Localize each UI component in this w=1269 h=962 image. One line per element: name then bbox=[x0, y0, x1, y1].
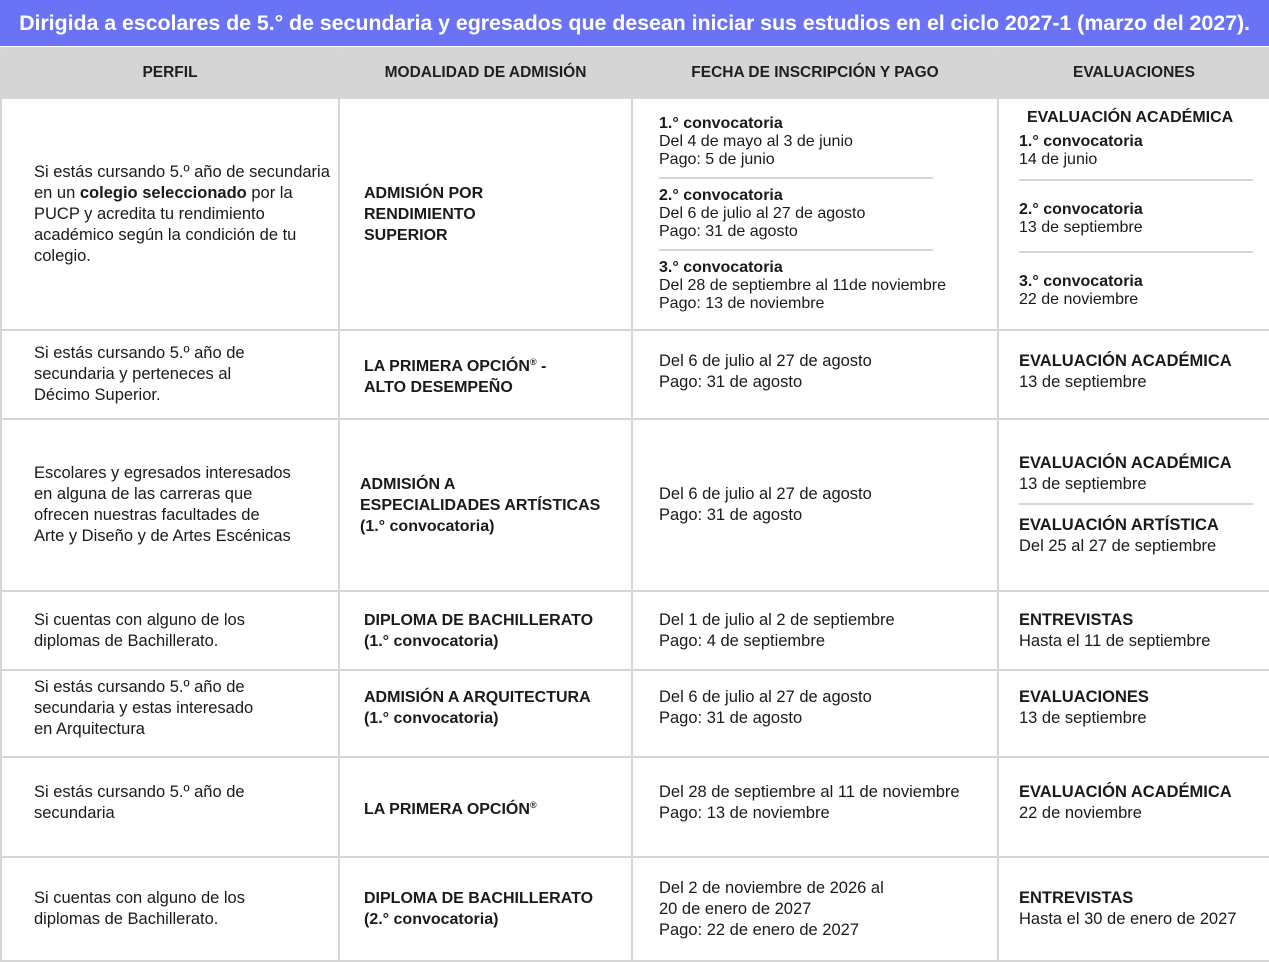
fecha-line: Del 6 de julio al 27 de agosto bbox=[659, 352, 872, 370]
fecha-line: Pago: 22 de enero de 2027 bbox=[659, 920, 860, 939]
perfil-line: Escolares y egresados interesados bbox=[34, 464, 291, 482]
table-row bbox=[1, 670, 1269, 757]
eval-date: 22 de noviembre bbox=[1019, 291, 1139, 308]
eval-block bbox=[1019, 201, 1261, 237]
perfil-cell bbox=[1, 757, 339, 857]
eval-title: ENTREVISTAS bbox=[1019, 610, 1134, 629]
perfil-line: Décimo Superior. bbox=[34, 386, 161, 404]
eval-block bbox=[1019, 515, 1261, 557]
modalidad-line: (1.° convocatoria) bbox=[360, 517, 495, 535]
perfil-cell bbox=[1, 419, 339, 591]
table-row bbox=[1, 419, 1269, 591]
convocatoria-title: 2.° convocatoria bbox=[659, 187, 783, 204]
modalidad-line: DIPLOMA DE BACHILLERATO bbox=[364, 611, 594, 629]
modalidad-cell bbox=[339, 857, 632, 961]
convocatoria-block bbox=[659, 259, 989, 313]
eval-block bbox=[1019, 273, 1261, 309]
fecha-line: Pago: 31 de agosto bbox=[659, 506, 803, 524]
modalidad-line: (1.° convocatoria) bbox=[364, 710, 499, 727]
perfil-line: en alguna de las carreras que bbox=[34, 485, 253, 503]
perfil-cell bbox=[1, 670, 339, 757]
fecha-cell bbox=[632, 591, 998, 670]
eval-date: 13 de septiembre bbox=[1019, 219, 1143, 236]
convocatoria-title: 1.° convocatoria bbox=[659, 115, 783, 132]
perfil-line: secundaria y estas interesado bbox=[34, 699, 254, 717]
modalidad-line: (2.° convocatoria) bbox=[364, 911, 499, 928]
fecha-line: Pago: 13 de noviembre bbox=[659, 804, 830, 822]
eval-date: Hasta el 30 de enero de 2027 bbox=[1019, 910, 1237, 928]
evaluaciones-cell bbox=[998, 330, 1269, 419]
fecha-line: Del 1 de julio al 2 de septiembre bbox=[659, 610, 895, 629]
modalidad-line bbox=[364, 352, 625, 377]
modalidad-text: - bbox=[536, 357, 547, 375]
eval-convocatoria-title: 1.° convocatoria bbox=[1019, 133, 1143, 150]
perfil-cell bbox=[1, 591, 339, 670]
perfil-line: diplomas de Bachillerato. bbox=[34, 631, 219, 650]
eval-block bbox=[1019, 453, 1261, 495]
table-row bbox=[1, 857, 1269, 961]
eval-date: 14 de junio bbox=[1019, 151, 1098, 168]
page-banner: Dirigida a escolares de 5.° de secundaria y egresados que desean iniciar sus estudios en el ciclo 2027-1 (marzo del 2027). bbox=[0, 0, 1269, 46]
modalidad-cell bbox=[339, 757, 632, 857]
modalidad-line: DIPLOMA DE BACHILLERATO bbox=[364, 890, 594, 907]
perfil-line: Si cuentas con alguno de los bbox=[34, 610, 245, 629]
table-row bbox=[1, 330, 1269, 419]
convocatoria-title: 3.° convocatoria bbox=[659, 259, 783, 276]
fecha-cell bbox=[632, 670, 998, 757]
modalidad-line: ADMISIÓN A ARQUITECTURA bbox=[364, 689, 591, 706]
evaluaciones-cell bbox=[998, 857, 1269, 961]
eval-title: EVALUACIÓN ACADÉMICA bbox=[1019, 352, 1232, 370]
divider bbox=[659, 177, 933, 179]
fecha-cell bbox=[632, 330, 998, 419]
registered-mark: ® bbox=[529, 356, 537, 367]
modalidad-line: RENDIMIENTO bbox=[364, 205, 476, 223]
convocatoria-payment: Pago: 5 de junio bbox=[659, 151, 775, 168]
fecha-cell bbox=[632, 98, 998, 330]
fecha-line: Del 28 de septiembre al 11 de noviembre bbox=[659, 783, 960, 801]
modalidad-text: LA PRIMERA OPCIÓN bbox=[364, 357, 530, 375]
header-modalidad: MODALIDAD DE ADMISIÓN bbox=[339, 48, 632, 98]
table-row bbox=[1, 591, 1269, 670]
perfil-cell bbox=[1, 98, 339, 330]
fecha-line: Del 2 de noviembre de 2026 al bbox=[659, 878, 884, 897]
convocatoria-block bbox=[659, 115, 989, 169]
divider bbox=[1019, 251, 1253, 253]
convocatoria-block bbox=[659, 187, 989, 241]
eval-title: EVALUACIÓN ARTÍSTICA bbox=[1019, 516, 1219, 534]
table-header-row bbox=[1, 48, 1269, 98]
modalidad-line: SUPERIOR bbox=[364, 226, 448, 244]
table-row bbox=[1, 98, 1269, 330]
eval-date: Hasta el 11 de septiembre bbox=[1019, 631, 1211, 650]
header-perfil: PERFIL bbox=[1, 48, 339, 98]
divider bbox=[659, 249, 933, 251]
modalidad-line: ADMISIÓN A bbox=[360, 475, 456, 493]
header-fecha: FECHA DE INSCRIPCIÓN Y PAGO bbox=[632, 48, 998, 98]
perfil-text: Si estás cursando 5.º año de secundaria en un bbox=[34, 162, 330, 202]
fecha-cell bbox=[632, 857, 998, 961]
header-evaluaciones: EVALUACIONES bbox=[998, 48, 1269, 98]
admission-table bbox=[0, 47, 1269, 962]
eval-title: EVALUACIONES bbox=[1019, 688, 1149, 706]
fecha-cell bbox=[632, 757, 998, 857]
convocatoria-dates: Del 6 de julio al 27 de agosto bbox=[659, 205, 866, 222]
convocatoria-payment: Pago: 13 de noviembre bbox=[659, 295, 825, 312]
modalidad-line: ALTO DESEMPEÑO bbox=[364, 378, 513, 396]
divider bbox=[1019, 503, 1253, 505]
eval-date: 22 de noviembre bbox=[1019, 804, 1142, 822]
perfil-cell bbox=[1, 330, 339, 419]
evaluaciones-cell bbox=[998, 670, 1269, 757]
evaluaciones-cell bbox=[998, 98, 1269, 330]
convocatoria-dates: Del 4 de mayo al 3 de junio bbox=[659, 133, 853, 150]
modalidad-cell bbox=[339, 670, 632, 757]
perfil-line: diplomas de Bachillerato. bbox=[34, 910, 219, 928]
eval-convocatoria-title: 3.° convocatoria bbox=[1019, 273, 1143, 290]
modalidad-line: ADMISIÓN POR bbox=[364, 184, 484, 202]
table-row bbox=[1, 757, 1269, 857]
perfil-line: Si cuentas con alguno de los bbox=[34, 889, 245, 907]
fecha-line: 20 de enero de 2027 bbox=[659, 899, 812, 918]
evaluaciones-cell bbox=[998, 591, 1269, 670]
fecha-line: Del 6 de julio al 27 de agosto bbox=[659, 485, 872, 503]
perfil-line: secundaria y perteneces al bbox=[34, 365, 232, 383]
convocatoria-dates: Del 28 de septiembre al 11de noviembre bbox=[659, 277, 946, 294]
perfil-text: por la PUCP y acredita tu rendimiento académico según la condición de tu colegio. bbox=[34, 183, 297, 265]
modalidad-cell bbox=[339, 419, 632, 591]
eval-date: Del 25 al 27 de septiembre bbox=[1019, 537, 1217, 555]
perfil-line: Si estás cursando 5.º año de bbox=[34, 678, 245, 696]
eval-convocatoria-title: 2.° convocatoria bbox=[1019, 201, 1143, 218]
perfil-line: ofrecen nuestras facultades de bbox=[34, 506, 260, 524]
eval-title: EVALUACIÓN ACADÉMICA bbox=[1019, 454, 1232, 472]
perfil-highlight: colegio seleccionado bbox=[79, 183, 247, 202]
modalidad-line: (1.° convocatoria) bbox=[364, 632, 499, 650]
eval-date: 13 de septiembre bbox=[1019, 709, 1147, 727]
fecha-cell bbox=[632, 419, 998, 591]
modalidad-line bbox=[364, 795, 625, 820]
modalidad-cell bbox=[339, 98, 632, 330]
fecha-line: Pago: 4 de septiembre bbox=[659, 631, 826, 650]
eval-block bbox=[1019, 133, 1261, 169]
registered-mark: ® bbox=[529, 799, 537, 810]
perfil-line: en Arquitectura bbox=[34, 720, 145, 738]
modalidad-cell bbox=[339, 330, 632, 419]
modalidad-text: LA PRIMERA OPCIÓN bbox=[364, 800, 530, 818]
divider bbox=[1019, 179, 1253, 181]
perfil-line: Arte y Diseño y de Artes Escénicas bbox=[34, 527, 291, 545]
eval-heading: EVALUACIÓN ACADÉMICA bbox=[1027, 109, 1234, 126]
perfil-cell bbox=[1, 857, 339, 961]
perfil-line: Si estás cursando 5.º año de bbox=[34, 344, 245, 362]
convocatoria-payment: Pago: 31 de agosto bbox=[659, 223, 798, 240]
eval-date: 13 de septiembre bbox=[1019, 373, 1147, 391]
evaluaciones-cell bbox=[998, 757, 1269, 857]
modalidad-cell bbox=[339, 591, 632, 670]
evaluaciones-cell bbox=[998, 419, 1269, 591]
fecha-line: Pago: 31 de agosto bbox=[659, 709, 803, 727]
eval-date: 13 de septiembre bbox=[1019, 475, 1147, 493]
modalidad-line: ESPECIALIDADES ARTÍSTICAS bbox=[360, 496, 601, 514]
perfil-line: secundaria bbox=[34, 804, 115, 822]
eval-title: EVALUACIÓN ACADÉMICA bbox=[1019, 783, 1232, 801]
eval-title: ENTREVISTAS bbox=[1019, 889, 1134, 907]
fecha-line: Pago: 31 de agosto bbox=[659, 373, 803, 391]
fecha-line: Del 6 de julio al 27 de agosto bbox=[659, 688, 872, 706]
perfil-line: Si estás cursando 5.º año de bbox=[34, 783, 245, 801]
